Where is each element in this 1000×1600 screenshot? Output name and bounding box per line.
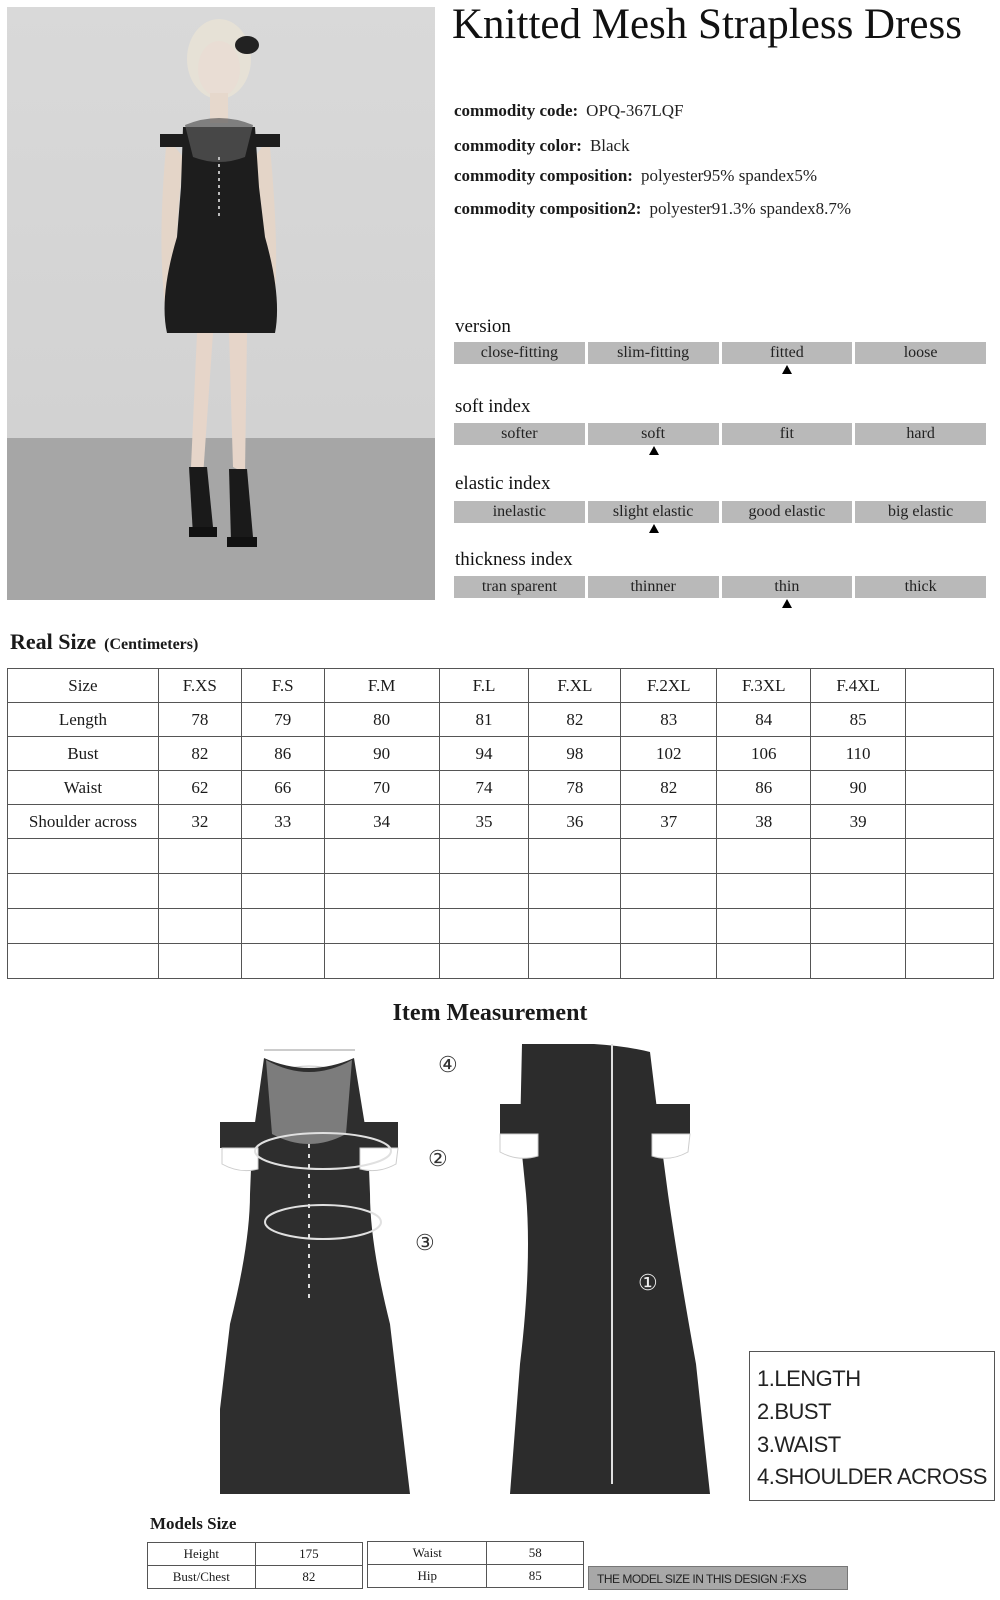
size-cell: F.M xyxy=(324,669,439,703)
size-cell xyxy=(621,839,717,874)
table-row xyxy=(8,771,994,805)
size-cell: 85 xyxy=(811,703,906,737)
size-cell xyxy=(8,944,159,979)
version-scale xyxy=(454,342,986,364)
scale-option: big elastic xyxy=(855,501,986,523)
item-measurement-title: Item Measurement xyxy=(392,1000,588,1026)
size-row-label: Shoulder across xyxy=(8,805,159,839)
marker-length-icon: ① xyxy=(638,1270,658,1295)
size-cell xyxy=(158,944,241,979)
scale-option: inelastic xyxy=(454,501,585,523)
size-row-label: Waist xyxy=(8,771,159,805)
table-row xyxy=(8,703,994,737)
real-size-unit: (Centimeters) xyxy=(104,636,199,653)
size-cell xyxy=(158,909,241,944)
size-cell: 66 xyxy=(241,771,324,805)
spec-value: polyester95% spandex5% xyxy=(640,166,818,185)
scale-option: thinner xyxy=(588,576,719,598)
spec-value: polyester91.3% spandex8.7% xyxy=(649,199,852,218)
size-cell xyxy=(8,839,159,874)
marker-shoulder-icon: ④ xyxy=(438,1052,458,1077)
real-size-heading: Real Size xyxy=(10,629,97,654)
table-row-empty xyxy=(8,944,994,979)
spec-value: Black xyxy=(589,136,630,155)
size-cell: 81 xyxy=(439,703,529,737)
size-cell: 82 xyxy=(529,703,621,737)
spec-label: commodity color: xyxy=(454,136,582,155)
scale-option: soft xyxy=(588,423,719,445)
size-cell xyxy=(241,874,324,909)
size-cell xyxy=(906,669,994,703)
size-row-label: Length xyxy=(8,703,159,737)
real-size-title xyxy=(10,629,198,655)
size-cell xyxy=(906,839,994,874)
size-cell: F.2XL xyxy=(621,669,717,703)
size-cell: 80 xyxy=(324,703,439,737)
models-size-table-right xyxy=(367,1541,584,1588)
table-row xyxy=(148,1566,363,1589)
size-cell xyxy=(717,909,811,944)
spec-composition2 xyxy=(454,199,851,219)
table-row-empty xyxy=(8,839,994,874)
size-cell xyxy=(906,874,994,909)
model-height-label: Height xyxy=(148,1543,256,1566)
scale-option: fitted xyxy=(722,342,853,364)
size-cell xyxy=(906,805,994,839)
model-height-value: 175 xyxy=(255,1543,362,1566)
table-row-empty xyxy=(8,909,994,944)
scale-option: tran sparent xyxy=(454,576,585,598)
thickness-index-scale xyxy=(454,576,986,598)
size-cell xyxy=(811,909,906,944)
size-cell: F.L xyxy=(439,669,529,703)
table-header-row xyxy=(8,669,994,703)
model-bust-label: Bust/Chest xyxy=(148,1566,256,1589)
scale-option: softer xyxy=(454,423,585,445)
legend-shoulder-across: 4.SHOULDER ACROSS xyxy=(757,1464,987,1489)
size-cell xyxy=(324,874,439,909)
size-cell: F.S xyxy=(241,669,324,703)
scale-option: good elastic xyxy=(722,501,853,523)
size-cell: 82 xyxy=(621,771,717,805)
models-size-table-left xyxy=(147,1542,363,1589)
model-bust-value: 82 xyxy=(255,1566,362,1589)
spec-label: commodity code: xyxy=(454,101,579,120)
product-title: Knitted Mesh Strapless Dress xyxy=(452,1,962,48)
soft-index-label: soft index xyxy=(455,396,531,417)
size-row-label: Bust xyxy=(8,737,159,771)
size-cell xyxy=(158,874,241,909)
soft-index-scale xyxy=(454,423,986,445)
size-cell: 74 xyxy=(439,771,529,805)
version-label: version xyxy=(455,316,511,337)
size-cell xyxy=(324,839,439,874)
size-cell: F.XL xyxy=(529,669,621,703)
size-cell xyxy=(324,909,439,944)
size-cell xyxy=(621,944,717,979)
thickness-index-label: thickness index xyxy=(455,549,573,570)
table-row xyxy=(8,737,994,771)
size-cell: 90 xyxy=(324,737,439,771)
size-cell: 38 xyxy=(717,805,811,839)
scale-option: slight elastic xyxy=(588,501,719,523)
marker-waist-icon: ③ xyxy=(415,1230,435,1255)
size-cell: 79 xyxy=(241,703,324,737)
size-cell xyxy=(241,944,324,979)
spec-color xyxy=(454,136,630,156)
size-cell xyxy=(906,703,994,737)
size-cell: 35 xyxy=(439,805,529,839)
size-cell xyxy=(241,839,324,874)
size-cell: 36 xyxy=(529,805,621,839)
size-cell: 94 xyxy=(439,737,529,771)
thickness-index-marker-icon xyxy=(782,599,792,608)
measurement-diagram xyxy=(220,1044,740,1504)
size-cell: 78 xyxy=(529,771,621,805)
size-cell xyxy=(529,944,621,979)
size-row-label: Size xyxy=(8,669,159,703)
legend-waist: 3.WAIST xyxy=(757,1432,841,1457)
size-cell: 37 xyxy=(621,805,717,839)
size-cell xyxy=(241,909,324,944)
spec-composition xyxy=(454,166,817,186)
elastic-index-label: elastic index xyxy=(455,473,551,494)
size-table xyxy=(7,668,994,979)
size-cell: 106 xyxy=(717,737,811,771)
scale-option: thick xyxy=(855,576,986,598)
size-cell xyxy=(717,839,811,874)
size-cell xyxy=(717,874,811,909)
spec-value: OPQ-367LQF xyxy=(586,101,684,120)
model-waist-value: 58 xyxy=(487,1542,584,1565)
size-cell: 102 xyxy=(621,737,717,771)
scale-option: fit xyxy=(722,423,853,445)
size-cell: F.4XL xyxy=(811,669,906,703)
model-hip-label: Hip xyxy=(368,1565,487,1588)
spec-label: commodity composition: xyxy=(454,166,633,185)
size-cell: 62 xyxy=(158,771,241,805)
size-cell xyxy=(529,909,621,944)
size-cell xyxy=(906,944,994,979)
size-cell: 70 xyxy=(324,771,439,805)
size-cell: F.XS xyxy=(158,669,241,703)
size-cell: 86 xyxy=(241,737,324,771)
table-row xyxy=(368,1565,584,1588)
dress-back xyxy=(500,1044,710,1494)
size-cell: 90 xyxy=(811,771,906,805)
size-cell xyxy=(529,839,621,874)
scale-option: thin xyxy=(722,576,853,598)
elastic-index-scale xyxy=(454,501,986,523)
spec-code xyxy=(454,101,683,121)
size-cell: 86 xyxy=(717,771,811,805)
table-row xyxy=(148,1543,363,1566)
scale-option: hard xyxy=(855,423,986,445)
size-cell xyxy=(811,944,906,979)
size-cell: 32 xyxy=(158,805,241,839)
marker-bust-icon: ② xyxy=(428,1146,448,1171)
size-cell xyxy=(906,909,994,944)
size-cell xyxy=(811,874,906,909)
size-cell: 34 xyxy=(324,805,439,839)
size-cell: 98 xyxy=(529,737,621,771)
size-cell xyxy=(8,874,159,909)
size-cell xyxy=(717,944,811,979)
scale-option: loose xyxy=(855,342,986,364)
size-cell xyxy=(439,944,529,979)
size-cell: 39 xyxy=(811,805,906,839)
size-cell xyxy=(906,737,994,771)
size-cell: 82 xyxy=(158,737,241,771)
size-cell: 110 xyxy=(811,737,906,771)
size-cell: 84 xyxy=(717,703,811,737)
size-cell xyxy=(621,874,717,909)
table-row-empty xyxy=(8,874,994,909)
model-hip-value: 85 xyxy=(487,1565,584,1588)
models-size-title: Models Size xyxy=(150,1514,237,1533)
soft-index-marker-icon xyxy=(649,446,659,455)
size-cell xyxy=(811,839,906,874)
size-cell xyxy=(439,874,529,909)
size-cell: F.3XL xyxy=(717,669,811,703)
measurement-legend xyxy=(749,1351,995,1501)
version-marker-icon xyxy=(782,365,792,374)
size-cell xyxy=(158,839,241,874)
table-row xyxy=(8,805,994,839)
size-cell xyxy=(324,944,439,979)
legend-bust: 2.BUST xyxy=(757,1399,832,1424)
size-cell xyxy=(439,909,529,944)
size-cell: 78 xyxy=(158,703,241,737)
model-photo xyxy=(7,7,435,600)
size-cell: 33 xyxy=(241,805,324,839)
model-size-note: THE MODEL SIZE IN THIS DESIGN :F.XS xyxy=(588,1566,848,1590)
size-cell xyxy=(621,909,717,944)
legend-length: 1.LENGTH xyxy=(757,1366,861,1391)
size-cell xyxy=(8,909,159,944)
table-row xyxy=(368,1542,584,1565)
elastic-index-marker-icon xyxy=(649,524,659,533)
size-cell xyxy=(906,771,994,805)
scale-option: slim-fitting xyxy=(588,342,719,364)
scale-option: close-fitting xyxy=(454,342,585,364)
size-cell xyxy=(529,874,621,909)
spec-label: commodity composition2: xyxy=(454,199,642,218)
dress-front xyxy=(220,1058,410,1494)
size-cell xyxy=(439,839,529,874)
size-cell: 83 xyxy=(621,703,717,737)
model-waist-label: Waist xyxy=(368,1542,487,1565)
